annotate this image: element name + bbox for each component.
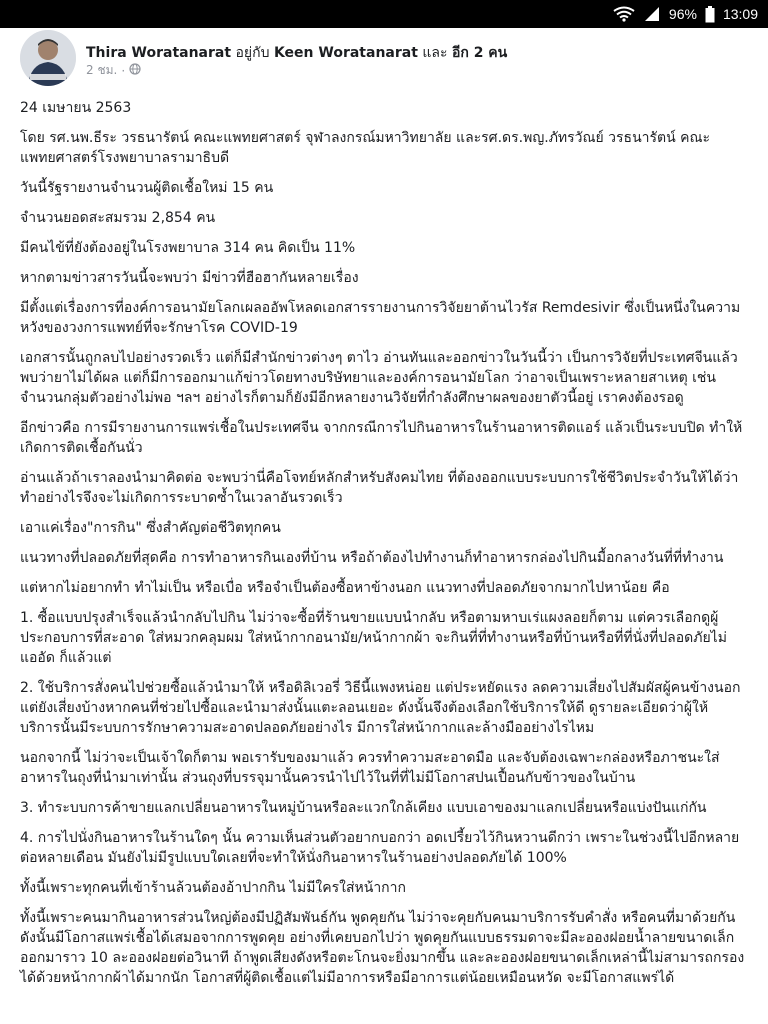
and-text: และ — [422, 45, 448, 61]
post-paragraph: อ่านแล้วถ้าเราลองนำมาคิดต่อ จะพบว่านี่คือโจทย์หลักสำหรับสังคมไทย ที่ต้องออกแบบระบบการใช้ชีวิตประจำวันให้ได้ว่า ทำอย่างไรจึงจะไม่เกิดการระบาดซ้ำในเวลาอันรวดเร็ว — [20, 470, 739, 506]
post-byline: โดย รศ.นพ.ธีระ วรธนารัตน์ คณะแพทยศาสตร์ จุฬาลงกรณ์มหาวิทยาลัย และรศ.ดร.พญ.ภัทรวัณย์ วรธนารัตน์ คณะแพทยศาสตร์โรงพยาบาลรามาธิบดี — [20, 130, 711, 166]
post-paragraph: เอกสารนั้นถูกลบไปอย่างรวดเร็ว แต่ก็มีสำนักข่าวต่างๆ ตาไว อ่านทันและออกข่าวในวันนี้ว่า เป็นการวิจัยที่ประเทศจีนแล้วพบว่ายาไม่ได้ผล แต่ก็มีการออกมาแก้ข่าวโดยทางบริษัทยาและองค์การอนามัยโลก ว่าอาจเป็นเพราะหลายสาเหตุ เช่น จำนวนกลุ่มตัวอย่างไม่พอ ฯลฯ อย่างไรก็ตามก็ยังมีอีกหลายงานวิจัยที่กำลังศึกษาผลของยาตัวนี้อยู่ เราคงต้องรอดู — [20, 350, 738, 406]
battery-icon — [705, 6, 715, 23]
post-paragraph: 4. การไปนั่งกินอาหารในร้านใดๆ นั้น ความเห็นส่วนตัวอยากบอกว่า อดเปรี้ยวไว้กินหวานดีกว่า เพราะในช่วงนี้ไปอีกหลายต่อหลายเดือน มันยังไม่มีรูปแบบใดเลยที่จะทำให้นั่งกินอาหารในร้านอย่างปลอดภัยได้ 100% — [20, 830, 740, 866]
others-link[interactable]: อีก 2 คน — [451, 45, 508, 61]
post-paragraph: แต่หากไม่อยากทำ ทำไม่เป็น หรือเบื่อ หรือจำเป็นต้องซื้อหาข้างนอก แนวทางที่ปลอดภัยจากมากไปหาน้อย คือ — [20, 580, 670, 596]
post-paragraph: ทั้งนี้เพราะทุกคนที่เข้าร้านล้วนต้องอ้าปากกิน ไม่มีใครใส่หน้ากาก — [20, 880, 406, 896]
post-paragraph: จำนวนยอดสะสมรวม 2,854 คน — [20, 210, 216, 226]
post-paragraph: 1. ซื้อแบบปรุงสำเร็จแล้วนำกลับไปกิน ไม่ว่าจะซื้อที่ร้านขายแบบนำกลับ หรือตามหาบเร่แผงลอยก็ตาม แต่ควรเลือกดูผู้ประกอบการที่สะอาด ใส่หมวกคลุมผม ใส่หน้ากากอนามัย/หน้ากากผ้า จะกินที่ที่ทำงานหรือที่บ้านหรือที่ที่นั่งที่ปลอดภัยไม่แออัด ก็แล้วแต่ — [20, 610, 727, 666]
globe-icon — [129, 63, 141, 78]
avatar[interactable] — [20, 30, 76, 86]
meta-separator: · — [121, 63, 126, 78]
post-paragraph: 2. ใช้บริการสั่งคนไปช่วยซื้อแล้วนำมาให้ หรือดิลิเวอรี่ วิธีนี้แพงหน่อย แต่ประหยัดแรง ลดความเสี่ยงไปสัมผัสผู้คนข้างนอก แต่ยังเสี่ยงบ้างหากคนที่ช่วยไปซื้อและนำมาส่งนั้นแตะลอนเยอะ ดังนั้นจึงต้องเลือกใช้บริการให้ดี ดูรายละเอียดว่าผู้ให้บริการนั้นมีระบบการรักษาความสะอาดปลอดภัยอย่างไร มีการใส่หน้ากากและล้างมืออย่างไรไหม — [20, 680, 741, 736]
status-bar — [0, 0, 768, 28]
author-line — [86, 42, 507, 64]
signal-icon — [643, 6, 661, 22]
post-paragraph: มีคนไข้ที่ยังต้องอยู่ในโรงพยาบาล 314 คน คิดเป็น 11% — [20, 240, 356, 256]
post-body — [20, 98, 748, 998]
post-paragraph: แนวทางที่ปลอดภัยที่สุดคือ การทำอาหารกินเองที่บ้าน หรือถ้าต้องไปทำงานก็ทำอาหารกล่องไปกินมื้อกลางวันที่ที่ทำงาน — [20, 550, 724, 566]
post-time[interactable]: 2 ชม. — [86, 63, 118, 77]
post-meta — [86, 61, 141, 80]
post-header — [0, 28, 768, 88]
post-paragraph: เอาแค่เรื่อง"การกิน" ซึ่งสำคัญต่อชีวิตทุกคน — [20, 520, 281, 536]
author-name[interactable]: Thira Woratanarat — [86, 45, 232, 61]
tagged-name[interactable]: Keen Woratanarat — [273, 45, 418, 61]
post-paragraph: หากตามข่าวสารวันนี้จะพบว่า มีข่าวที่ฮือฮากันหลายเรื่อง — [20, 270, 359, 286]
post-paragraph: ทั้งนี้เพราะคนมากินอาหารส่วนใหญ่ต้องมีปฏิสัมพันธ์กัน พูดคุยกัน ไม่ว่าจะคุยกับคนมาบริการรับคำสั่ง หรือคนที่มาด้วยกัน ดังนั้นมีโอกาสแพร่เชื้อได้เสมอจากการพูดคุย อย่างที่เคยบอกไปว่า พูดคุยกันแบบธรรมดาจะมีละอองฝอยน้ำลายขนาดเล็กออกมาราว 10 ละอองฝอยต่อวินาที ถ้าพูดเสียงดังหรือตะโกนจะยิ่งมากขึ้น และละอองฝอยขนาดเล็กเหล่านี้ไม่สามารถกรองได้ด้วยหน้ากากผ้าได้มากนัก โอกาสที่ผู้ติดเชื้อแต่ไม่มีอาการหรือมีอาการแต่น้อยเหมือนหวัด จะมีโอกาสแพร่ได้ — [20, 910, 745, 986]
wifi-icon — [613, 6, 635, 22]
post-date: 24 เมษายน 2563 — [20, 100, 132, 116]
post-paragraph: 3. ทำระบบการค้าขายแลกเปลี่ยนอาหารในหมู่บ้านหรือละแวกใกล้เคียง แบบเอาของมาแลกเปลี่ยนหรือแบ่งปันแก่กัน — [20, 800, 707, 816]
battery-percent: 96% — [668, 6, 697, 22]
clock: 13:09 — [722, 6, 758, 22]
post-paragraph: วันนี้รัฐรายงานจำนวนผู้ติดเชื้อใหม่ 15 คน — [20, 180, 274, 196]
with-text: อยู่กับ — [235, 45, 270, 61]
post-paragraph: มีตั้งแต่เรื่องการที่องค์การอนามัยโลกเผลออัพโหลดเอกสารรายงานการวิจัยยาต้านไวรัส Remdesivir ซึ่งเป็นหนึ่งในความหวังของวงการแพทย์ที่จะรักษาโรค COVID-19 — [20, 300, 741, 336]
post-paragraph: นอกจากนี้ ไม่ว่าจะเป็นเจ้าใดก็ตาม พอเรารับของมาแล้ว ควรทำความสะอาดมือ และจับต้องเฉพาะกล่องหรือภาชนะใส่อาหารในถุงที่นำมาเท่านั้น ส่วนถุงที่บรรจุมานั้นควรนำไปไว้ในที่ที่ไม่มีโอกาสปนเปื้อนกับข้าวของในบ้าน — [20, 750, 720, 786]
post-paragraph: อีกข่าวคือ การมีรายงานการแพร่เชื้อในประเทศจีน จากกรณีการไปกินอาหารในร้านอาหารติดแอร์ แล้วเป็นระบบปิด ทำให้เกิดการติดเชื้อกันนั่ว — [20, 420, 743, 456]
